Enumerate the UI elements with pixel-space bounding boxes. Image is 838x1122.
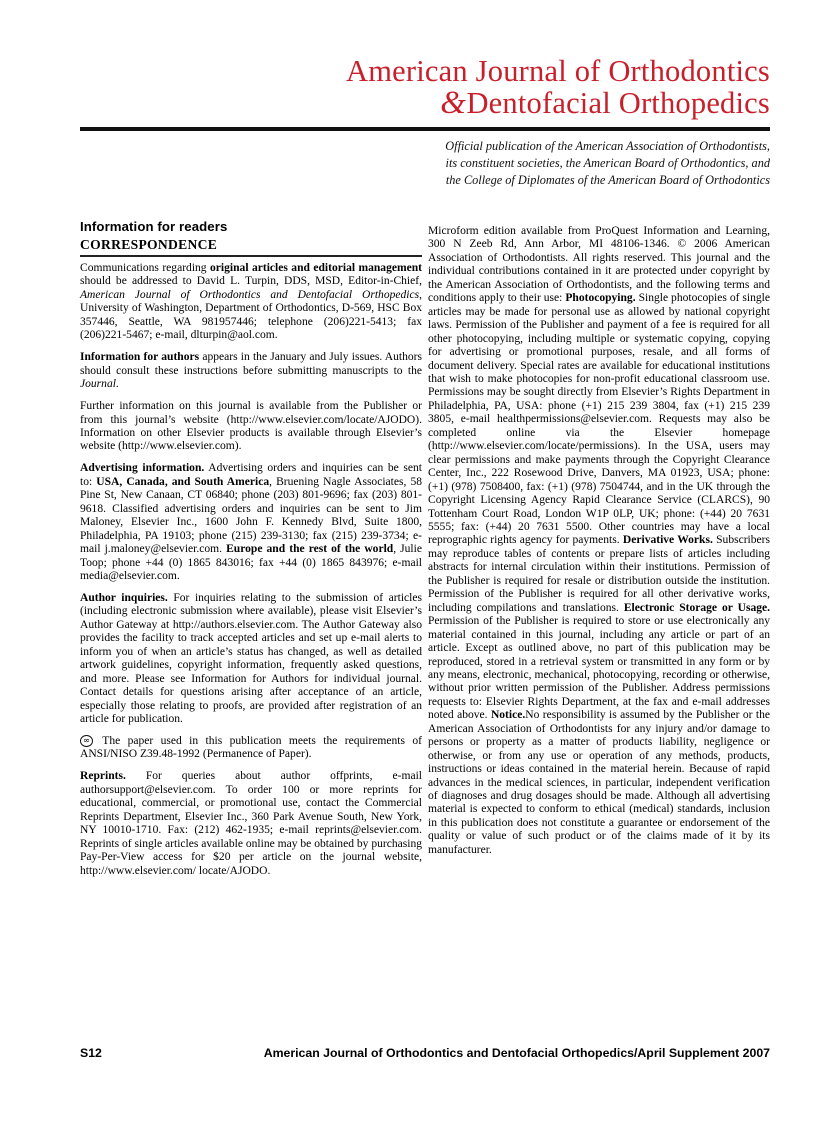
text-run-italic: American Journal of Orthodontics and Dentofacial Orthopedics	[80, 288, 420, 301]
text-run-bold: Advertising information.	[80, 462, 205, 475]
text-run-bold: Derivative Works.	[622, 534, 713, 547]
text-run: .	[115, 378, 119, 391]
text-run: Advertising orders and inquiries can be sent to:	[80, 462, 422, 488]
right-text-column	[428, 225, 770, 857]
publication-statement-line-3: the College of Diplomates of the American Board of Orthodontics	[445, 173, 770, 188]
text-run-bold: Information for authors	[80, 351, 200, 364]
text-run: Microform edition available from ProQuest Information and Learning, 300 N Zeeb Rd, Ann Arbor, MI 48106-1346. © 2006 American Association of Orthodontists. All rights reserved. This journal and the individual contributions contained in it are protected under copyright by the American Association of Orthodontists, and the following terms and conditions apply to their use:	[428, 225, 770, 305]
text-run: For inquiries relating to the submission of articles (including electronic submission where available), please visit Elsevier’s Author Gateway at http://authors.elsevier.com. The Author Gateway also provides the facility to track accepted articles and set up e-mail alerts to inform you of when an article’s status has changed, as well as detailed artwork guidelines, copyright information, frequently asked questions, and more. Please see Information for Authors for individual journal. Contact details for questions arising after acceptance of an article, especially those relating to proofs, are provided after registration of an article for publication.	[80, 591, 422, 726]
text-run: Single photocopies of single articles may be made for personal use as allowed by national copyright laws. Permission of the Publisher and payment of a fee is required for all other photocopying, including multiple or systematic copying, copying for advertising or promotional purposes, resale, and all forms of document delivery. Special rates are available for educational institutions that wish to make photocopies for non-profit educational classroom use. Permissions may be sought directly from Elsevier’s Rights Department in Philadelphia, PA, USA: phone (+1) 215 239 3804, fax (+1) 215 239 3805, e-mail healthpermissions@elsevier.com. Requests may also be completed online via the Elsevier homepage (http://www.elsevier.com/locate/permissions). In the USA, users may clear permissions and make payments through the Copyright Clearance Center, Inc., 222 Rosewood Drive, Danvers, MA 01923, USA; phone: (+1) (978) 7508400, fax: (+1) (978) 7504744, and in the UK through the Copyright Licensing Agency Rapid Clearance Service (CLARCS), 90 Tottenham Court Road, London W1P 0LP, UK; phone: (+44) 20 7631 5555; fax: (+44) 20 7631 5500. Other countries may have a local reprographic rights agency for payments.	[428, 292, 770, 547]
text-run: Communications regarding	[80, 262, 211, 274]
publication-statement	[300, 138, 770, 190]
text-run: , University of Washington, Department of Orthodontics, D-569, HSC Box 357446, Seattle, WA 981957446; telephone (206)221-5413; fax (206)221-5467; e-mail, dlturpin@aol.com.	[80, 288, 422, 342]
text-run: , Bruening Nagle Associates, 58 Pine St, New Canaan, CT 06840; phone (203) 801-9696; fax (203) 801-9618. Classified advertising orders and inquiries can be sent to Jim Maloney, Elsevier Inc., 1600 John F. Kennedy Blvd, Suite 1800, Philadelphia, PA 19103; phone (215) 239-3130; fax (215) 239-3734; e-mail j.maloney@elsevier.com.	[80, 475, 422, 556]
text-run: For queries about author offprints, e-mail authorsupport@elsevier.com. To order 100 or more reprints for educational, commercial, or promotional use, contact the Commercial Reprints Department, Elsevier Inc., 360 Park Avenue South, New York, NY 10010-1710. Fax: (212) 462-1935; e-mail reprints@elsevier.com. Reprints of single articles available online may be obtained by purchasing Pay-Per-View access for $20 per article on the journal website, http://www.elsevier.com/ locate/AJODO.	[80, 770, 422, 877]
text-run: The paper used in this publication meets the requirements of ANSI/NISO Z39.48-1992 (Permanence of Paper).	[80, 735, 422, 761]
section-heading-correspondence: CORRESPONDENCE	[80, 237, 218, 252]
text-run: appears in the January and July issues. Authors should consult these instructions before submitting manuscripts to the	[80, 351, 422, 377]
publication-statement-line-1: Official publication of the American Association of Orthodontists,	[445, 139, 770, 153]
text-run: Permission of the Publisher is required to store or use electronically any material contained in this journal, including any article or part of an article. Except as outlined above, no part of this publication may be reproduced, stored in a retrieval system or transmitted in any form or by any means, electronic, mechanical, photocopying, recording or otherwise, without prior written permission of the Publisher. Address permissions requests to: Elsevier Rights Department, at the fax and e-mail addresses noted above.	[428, 615, 770, 722]
masthead-divider	[80, 127, 770, 131]
text-run: , Julie Toop; phone +44 (0) 1865 843016; fax +44 (0) 1865 843976; e-mail media@elsevier.com.	[80, 543, 422, 583]
paragraph-advertising-information	[80, 462, 422, 583]
text-run-bold: Europe and the rest of the world	[226, 543, 394, 556]
text-run-bold: Photocopying.	[565, 292, 636, 305]
text-run: No responsibility is assumed by the Publisher or the American Association of Orthodontists for any injury and/or damage to persons or property as a matter of products liability, negligence or otherwise, or from any use or operation of any methods, products, instructions or ideas contained in the material herein. Because of rapid advances in the medical sciences, in particular, independent verification of diagnoses and drug dosages should be made. Although all advertising material is expected to conform to ethical (medical) standards, inclusion in this publication does not constitute a guarantee or endorsement of the quality or value of such product or of the claims made of it by its manufacturer.	[428, 709, 770, 856]
paragraph-information-for-authors	[80, 351, 422, 391]
masthead-line-2-text: Dentofacial Orthopedics	[466, 86, 770, 120]
section-heading-rule	[80, 255, 422, 257]
text-run-bold: original articles and editorial management	[210, 262, 422, 274]
footer-journal-line: American Journal of Orthodontics and Dentofacial Orthopedics/April Supplement 2007	[263, 1046, 770, 1060]
footer-page-number: S12	[80, 1046, 102, 1060]
text-run-bold: Notice.	[490, 709, 526, 722]
paragraph-copyright-notice	[428, 225, 770, 857]
text-run-bold: Author inquiries.	[80, 591, 168, 604]
masthead-line-2	[80, 85, 770, 121]
left-text-column	[80, 262, 422, 878]
paragraph-author-inquiries	[80, 592, 422, 727]
text-run: Subscribers may reproduce tables of contents or prepare lists of articles including abstracts for internal circulation within their institutions. Permission of the Publisher is required for resale or distribution outside the institution. Permission of the Publisher is required for all other derivative works, including compilations and translations.	[428, 534, 770, 614]
ampersand-glyph: &	[440, 85, 466, 121]
text-run-bold: Electronic Storage or Usage.	[623, 601, 771, 614]
masthead-line-1: American Journal of Orthodontics	[346, 54, 770, 88]
journal-masthead	[80, 56, 770, 119]
publication-statement-line-2: its constituent societies, the American Board of Orthodontics, and	[445, 156, 770, 171]
text-run-italic: Journal	[80, 378, 116, 391]
infinity-icon: ∞	[80, 735, 93, 747]
page-title: Information for readers	[80, 219, 228, 234]
paragraph-communications	[80, 262, 422, 343]
paragraph-further-information: Further information on this journal is available from the Publisher or from this journal’s website (http://www.elsevier.com/locate/AJODO). Information on other Elsevier products is available through Elsevier’s website (http://www.elsevier.com).	[80, 400, 422, 453]
paragraph-paper-permanence	[80, 735, 422, 762]
text-run-bold: Reprints.	[80, 770, 126, 783]
text-run-bold: USA, Canada, and South America	[96, 475, 270, 488]
paragraph-reprints	[80, 770, 422, 878]
text-run: should be addressed to David L. Turpin, DDS, MSD, Editor-in-Chief,	[80, 275, 422, 288]
